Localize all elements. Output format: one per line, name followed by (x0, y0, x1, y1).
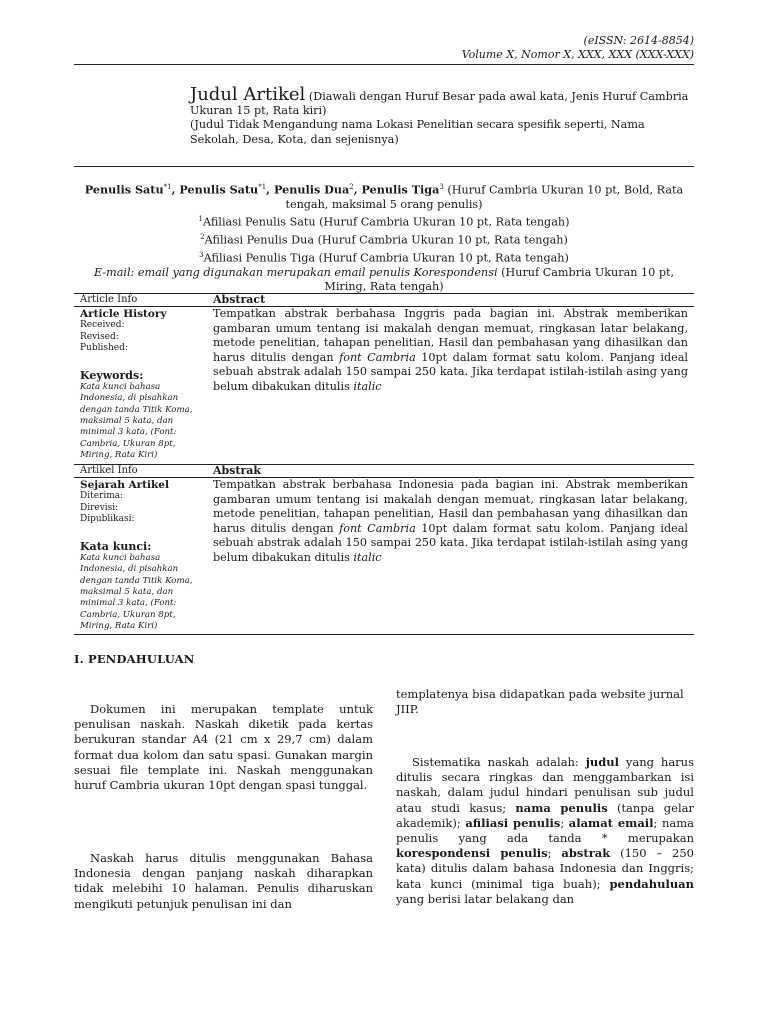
left-paragraph-1: Dokumen ini merupakan template untuk penulisan naskah. Naskah diketik pada kertas berukuran standar A4 (21 cm x 29,7 cm) dalam format dua kolom dan satu spasi. Gunakan margin sesuai file template ini. Naskah menggunakan huruf Cambria ukuran 10pt dengan spasi tunggal. (74, 702, 373, 793)
sistematika-text: Sistematika naskah adalah: (412, 755, 586, 769)
abstrak-font-name: font Cambria (339, 521, 416, 535)
section-heading: I. PENDAHULUAN (74, 652, 195, 666)
affiliation-3 (74, 248, 694, 266)
abstrak-label: Abstrak (205, 465, 694, 478)
author-1-mark: *1 (163, 183, 172, 191)
sistematika-text: yang harus ditulis secara ringkas dan menggambarkan isi naskah, dalam judul hindari penulisan sub judul atau studi kasus; (396, 755, 694, 815)
right-paragraph-1: templatenya bisa didapatkan pada website jurnal JIIP. (396, 687, 684, 717)
affiliation-3-text: Afiliasi Penulis Tiga (Huruf Cambria Ukuran 10 pt, Rata tengah) (203, 251, 569, 265)
title-rule (74, 166, 694, 167)
abstract-text-part: 10pt dalam format satu kolom. Panjang ideal sebuah abstrak adalah 150 sampai 250 kata. Jika terdapat istilah-istilah asing yang belum dibakukan ditulis (213, 350, 689, 393)
keywords-label: Keywords: (80, 368, 144, 382)
sistematika-text: ; nama penulis yang ada tanda * merupakan (396, 815, 694, 846)
affiliation-1 (74, 212, 694, 230)
author-1: Penulis Satu (84, 182, 164, 197)
abstract-italic-word: italic (353, 379, 382, 393)
email-text: E-mail: email yang digunakan merupakan email penulis Korespondensi (93, 265, 498, 279)
right-paragraph-2 (396, 755, 694, 907)
sistematika-text: ; (547, 846, 562, 861)
author-3: Penulis Dua (273, 182, 350, 197)
title-block (190, 84, 694, 147)
kata-kunci-label: Kata kunci: (80, 539, 152, 553)
affiliation-1-mark: 1 (198, 215, 204, 224)
term-nama-penulis: nama penulis (515, 800, 608, 815)
author-format-note: (Huruf Cambria Ukuran 10 pt, Bold, Rata tengah, maksimal 5 orang penulis) (285, 183, 684, 211)
revised-label: Revised: (80, 331, 119, 342)
article-history-label: Article History (80, 308, 167, 320)
indonesian-abstract-table (74, 464, 694, 635)
abstract-text-part: Tempatkan abstrak berbahasa Inggris pada bagian ini. Abstrak memberikan gambaran umum tentang isi makalah dengan memuat, ringkasan latar belakang, metode penelitian, tahapan penelitian, Hasil dan pembahasan yang dihasilkan dan harus ditulis dengan (213, 307, 688, 364)
dipublikasi-label: Dipublikasi: (80, 514, 135, 525)
abstract-body (205, 307, 694, 470)
affiliation-2-mark: 2 (200, 233, 205, 242)
author-2-mark: *1 (258, 183, 267, 191)
article-title: Judul Artikel (190, 84, 306, 105)
published-label: Published: (80, 343, 128, 354)
abstract-font-name: font Cambria (339, 350, 416, 364)
term-alamat-email: alamat email (568, 815, 654, 830)
author-4: Penulis Tiga (361, 182, 440, 197)
header-rule (74, 64, 694, 65)
affiliation-3-mark: 3 (199, 251, 204, 260)
abstrak-text-part: Tempatkan abstrak berbahasa Indonesia pada bagian ini. Abstrak memberikan gambaran umum tentang isi makalah dengan memuat, ringkasan latar belakang, metode penelitian, tahapan penelitian, Hasil dan pembahasan yang dihasilkan dan harus ditulis dengan (213, 478, 688, 535)
email-format-note: (Huruf Cambria Ukuran 10 pt, Miring, Rata tengah) (324, 265, 675, 294)
author-separator: , (266, 182, 274, 197)
term-abstrak: abstrak (561, 846, 611, 861)
journal-header (462, 34, 694, 62)
article-info-panel (74, 307, 205, 470)
author-3-mark: 2 (349, 183, 354, 191)
sistematika-text: yang berisi latar belakang dan (396, 891, 575, 906)
affiliation-2 (74, 230, 694, 248)
affiliation-2-text: Afiliasi Penulis Dua (Huruf Cambria Ukuran 10 pt, Rata tengah) (204, 233, 568, 247)
artikel-info-panel (74, 478, 205, 635)
term-afiliasi-penulis: afiliasi penulis (465, 815, 561, 830)
sistematika-text: (150 – 250 kata) ditulis dalam bahasa Indonesia dan Inggris; kata kunci (minimal tiga buah); (396, 846, 694, 891)
email-line (74, 266, 694, 294)
english-abstract-table (74, 293, 694, 469)
received-label: Received: (80, 320, 125, 330)
abstrak-body (205, 478, 694, 635)
title-note: (Diawali dengan Huruf Besar pada awal kata, Jenis Huruf Cambria Ukuran 15 pt, Rata kiri) (190, 90, 689, 118)
abstract-label: Abstract (205, 294, 694, 307)
sejarah-artikel-label: Sejarah Artikel (80, 479, 169, 491)
abstrak-text-part: 10pt dalam format satu kolom. Panjang ideal sebuah abstrak adalah 150 sampai 250 kata. Jika terdapat istilah-istilah asing yang belum dibakukan ditulis (213, 521, 689, 564)
term-korespondensi-penulis: korespondensi penulis (396, 846, 548, 861)
author-block (74, 180, 694, 294)
term-pendahuluan: pendahuluan (609, 876, 694, 891)
diterima-label: Diterima: (80, 491, 124, 501)
keywords-text: Kata kunci bahasa Indonesia, di pisahkan dengan tanda Titik Koma, maksimal 5 kata, dan minimal 3 kata, (Font: Cambria, Ukuran 8pt, Miring, Rata Kiri) (80, 381, 193, 461)
author-separator: , (353, 182, 362, 197)
affiliation-1-text: Afiliasi Penulis Satu (Huruf Cambria Ukuran 10 pt, Rata tengah) (203, 215, 570, 229)
term-judul: judul (585, 755, 620, 769)
issn-text: (eISSN: 2614-8854) (583, 34, 694, 47)
author-separator: , (171, 182, 180, 197)
left-paragraph-2: Naskah harus ditulis menggunakan Bahasa Indonesia dengan panjang naskah diharapkan tidak melebihi 10 halaman. Penulis diharuskan mengikuti petunjuk penulisan ini dan (74, 851, 373, 911)
artikel-info-label: Artikel Info (74, 465, 205, 478)
article-info-label: Article Info (74, 294, 205, 307)
sistematika-text: ; (560, 815, 569, 830)
sistematika-text: (tanpa gelar akademik); (396, 800, 694, 830)
direvisi-label: Direvisi: (80, 502, 119, 513)
abstrak-italic-word: italic (353, 550, 382, 564)
kata-kunci-text: Kata kunci bahasa Indonesia, di pisahkan dengan tanda Titik Koma, maksimal 5 kata, dan minimal 3 kata, (Font: Cambria, Ukuran 8pt, Miring, Rata Kiri) (80, 552, 193, 632)
volume-text: Volume X, Nomor X, XXX, XXX (XXX-XXX) (461, 48, 694, 61)
title-restriction-note: (Judul Tidak Mengandung nama Lokasi Penelitian secara spesifik seperti, Nama Sekolah, Desa, Kota, dan sejenisnya) (190, 118, 645, 146)
author-2: Penulis Satu (179, 182, 259, 197)
author-4-mark: 3 (439, 183, 444, 191)
